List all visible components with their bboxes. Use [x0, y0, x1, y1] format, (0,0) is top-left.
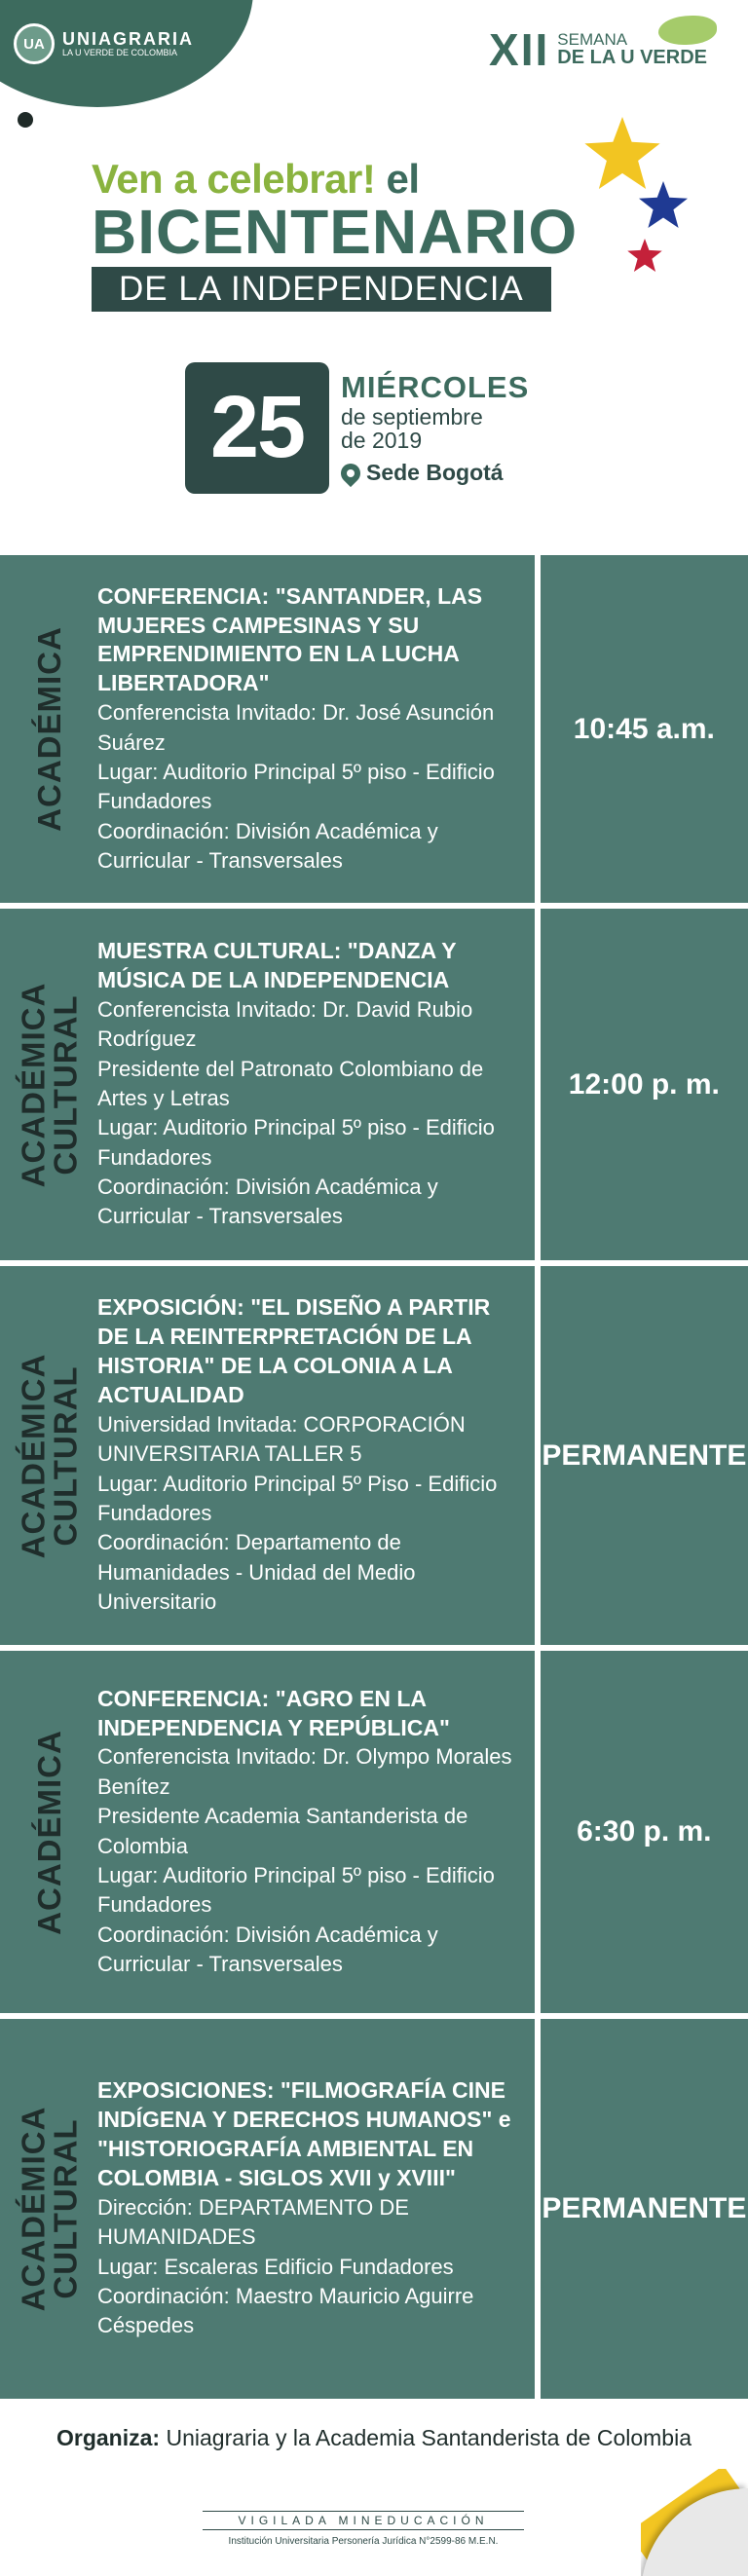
- vigilada-seal: [203, 2511, 524, 2547]
- date-weekday: MIÉRCOLES: [341, 370, 530, 404]
- headline-lead-tail: el: [386, 156, 420, 202]
- event-cell: [0, 2019, 535, 2399]
- event-time: 6:30 p. m.: [541, 1651, 748, 2013]
- event-details: [97, 1293, 535, 1617]
- category-label: [15, 982, 84, 1187]
- event-detail-line: Lugar: Auditorio Principal 5º piso - Edificio Fundadores: [97, 1862, 495, 1918]
- event-detail-line: Presidente Academia Santanderista de Colombia: [97, 1804, 468, 1858]
- event-detail-line: Presidente del Patronato Colombiano de Artes y Letras: [97, 1056, 484, 1111]
- blue-star-icon: [639, 181, 688, 228]
- event-title: EXPOSICIÓN: "EL DISEÑO A PARTIR DE LA REINTERPRETACIÓN DE LA HISTORIA" DE LA COLONIA A LA ACTUALIDAD: [97, 1294, 491, 1408]
- event-detail-line: Coordinación: División Académica y Curricular - Transversales: [97, 1175, 438, 1229]
- event-detail-line: Coordinación: División Académica y Curricular - Transversales: [97, 1922, 438, 1976]
- red-star-icon: [627, 239, 662, 272]
- event-location: [341, 460, 529, 486]
- date-year: de 2019: [341, 428, 423, 454]
- schedule-row: [0, 1651, 748, 2013]
- category-line: ACADÉMICA: [15, 1353, 52, 1558]
- category-line: CULTURAL: [47, 993, 84, 1176]
- category-label: [30, 626, 67, 832]
- headline-lead-main: Ven a celebrar!: [92, 156, 376, 202]
- event-title: CONFERENCIA: "AGRO EN LA INDEPENDENCIA Y REPÚBLICA": [97, 1685, 450, 1740]
- event-detail-line: Conferencista Invitado: Dr. José Asunción Suárez: [97, 700, 495, 755]
- event-details: [97, 2076, 535, 2340]
- headline-main: BICENTENARIO: [92, 197, 579, 267]
- category-line: CULTURAL: [47, 1364, 84, 1547]
- event-time: 10:45 a.m.: [541, 555, 748, 903]
- event-detail-line: Lugar: Auditorio Principal 5º piso - Edificio Fundadores: [97, 1115, 495, 1170]
- category-line: CULTURAL: [47, 2118, 84, 2299]
- event-detail-line: Universidad Invitada: CORPORACIÓN UNIVERSITARIA TALLER 5: [97, 1412, 466, 1467]
- schedule-row: [0, 555, 748, 903]
- logo-tagline: LA U VERDE DE COLOMBIA: [62, 47, 178, 57]
- event-detail-line: Coordinación: Maestro Mauricio Aguirre Céspedes: [97, 2283, 474, 2338]
- semana-badge: [489, 23, 707, 76]
- event-title: EXPOSICIONES: "FILMOGRAFÍA CINE INDÍGENA Y DERECHOS HUMANOS" e "HISTORIOGRAFÍA AMBIENTAL EN COLOMBIA - SIGLOS XVII y XVIII": [97, 2077, 511, 2190]
- event-time: PERMANENTE: [541, 1266, 748, 1645]
- legal-text: Institución Universitaria Personería Jurídica N°2599-86 M.E.N.: [228, 2536, 499, 2547]
- event-time: 12:00 p. m.: [541, 909, 748, 1260]
- semana-numeral: XII: [489, 24, 550, 75]
- category-label: [30, 1729, 67, 1935]
- category-line: ACADÉMICA: [30, 626, 67, 832]
- event-title: CONFERENCIA: "SANTANDER, LAS MUJERES CAMPESINAS Y SU EMPRENDIMIENTO EN LA LUCHA LIBERTADORA": [97, 582, 483, 696]
- event-detail-line: Lugar: Auditorio Principal 5º Piso - Edificio Fundadores: [97, 1471, 498, 1526]
- event-details: [97, 582, 535, 877]
- schedule-row: [0, 2019, 748, 2399]
- event-detail-line: Coordinación: División Académica y Curricular - Transversales: [97, 818, 438, 873]
- organizer-text: Uniagraria y la Academia Santanderista de Colombia: [166, 2425, 692, 2450]
- organizer-line: [0, 2425, 748, 2451]
- date-day-number: 25: [185, 362, 329, 494]
- category-cell: [0, 909, 97, 1260]
- event-detail-line: Coordinación: Departamento de Humanidades - Unidad del Medio Universitario: [97, 1530, 416, 1615]
- category-label: [15, 2106, 84, 2312]
- event-title: MUESTRA CULTURAL: "DANZA Y MÚSICA DE LA INDEPENDENCIA: [97, 938, 457, 993]
- event-detail-line: Dirección: DEPARTAMENTO DE HUMANIDADES: [97, 2194, 409, 2250]
- location-pin-icon: [337, 460, 364, 487]
- headline: [92, 156, 578, 312]
- event-cell: [0, 555, 535, 903]
- organizer-label: Organiza:: [56, 2425, 161, 2450]
- yellow-star-icon: [584, 117, 660, 189]
- category-cell: [0, 1266, 97, 1645]
- category-line: ACADÉMICA: [15, 982, 52, 1187]
- logo-emblem: UA: [14, 23, 55, 64]
- headline-sub: DE LA INDEPENDENCIA: [92, 267, 551, 312]
- category-line: ACADÉMICA: [30, 1729, 67, 1935]
- date-month: de septiembre: [341, 404, 483, 429]
- category-label: [15, 1353, 84, 1558]
- event-detail-line: Lugar: Auditorio Principal 5º piso - Edificio Fundadores: [97, 759, 495, 814]
- date-info: [341, 370, 529, 486]
- category-line: ACADÉMICA: [15, 2106, 52, 2312]
- event-cell: [0, 1266, 535, 1645]
- event-detail-line: Conferencista Invitado: Dr. Olympo Morales Benítez: [97, 1744, 512, 1799]
- colombia-map-icon: [658, 16, 717, 45]
- schedule-table: [0, 555, 748, 2405]
- decorative-dot: [18, 112, 33, 128]
- vigilada-label: VIGILADA MINEDUCACIÓN: [203, 2511, 524, 2530]
- event-cell: [0, 909, 535, 1260]
- event-detail-line: Conferencista Invitado: Dr. David Rubio Rodríguez: [97, 996, 473, 1052]
- category-cell: [0, 2019, 97, 2399]
- event-detail-line: Lugar: Escaleras Edificio Fundadores: [97, 2254, 454, 2279]
- semana-line1: SEMANA: [557, 29, 628, 49]
- uniagraria-logo[interactable]: [14, 23, 194, 64]
- category-cell: [0, 1651, 97, 2013]
- schedule-row: [0, 909, 748, 1260]
- event-cell: [0, 1651, 535, 2013]
- event-details: [97, 937, 535, 1232]
- event-details: [97, 1685, 535, 1980]
- semana-line2: DE LA U VERDE: [557, 47, 707, 69]
- logo-name: UNIAGRARIA: [62, 28, 194, 49]
- location-label: Sede Bogotá: [366, 460, 504, 486]
- category-cell: [0, 555, 97, 903]
- event-time: PERMANENTE: [541, 2019, 748, 2399]
- headline-lead: [92, 156, 578, 203]
- page-curl-flag-icon: [641, 2469, 748, 2576]
- schedule-row: [0, 1266, 748, 1645]
